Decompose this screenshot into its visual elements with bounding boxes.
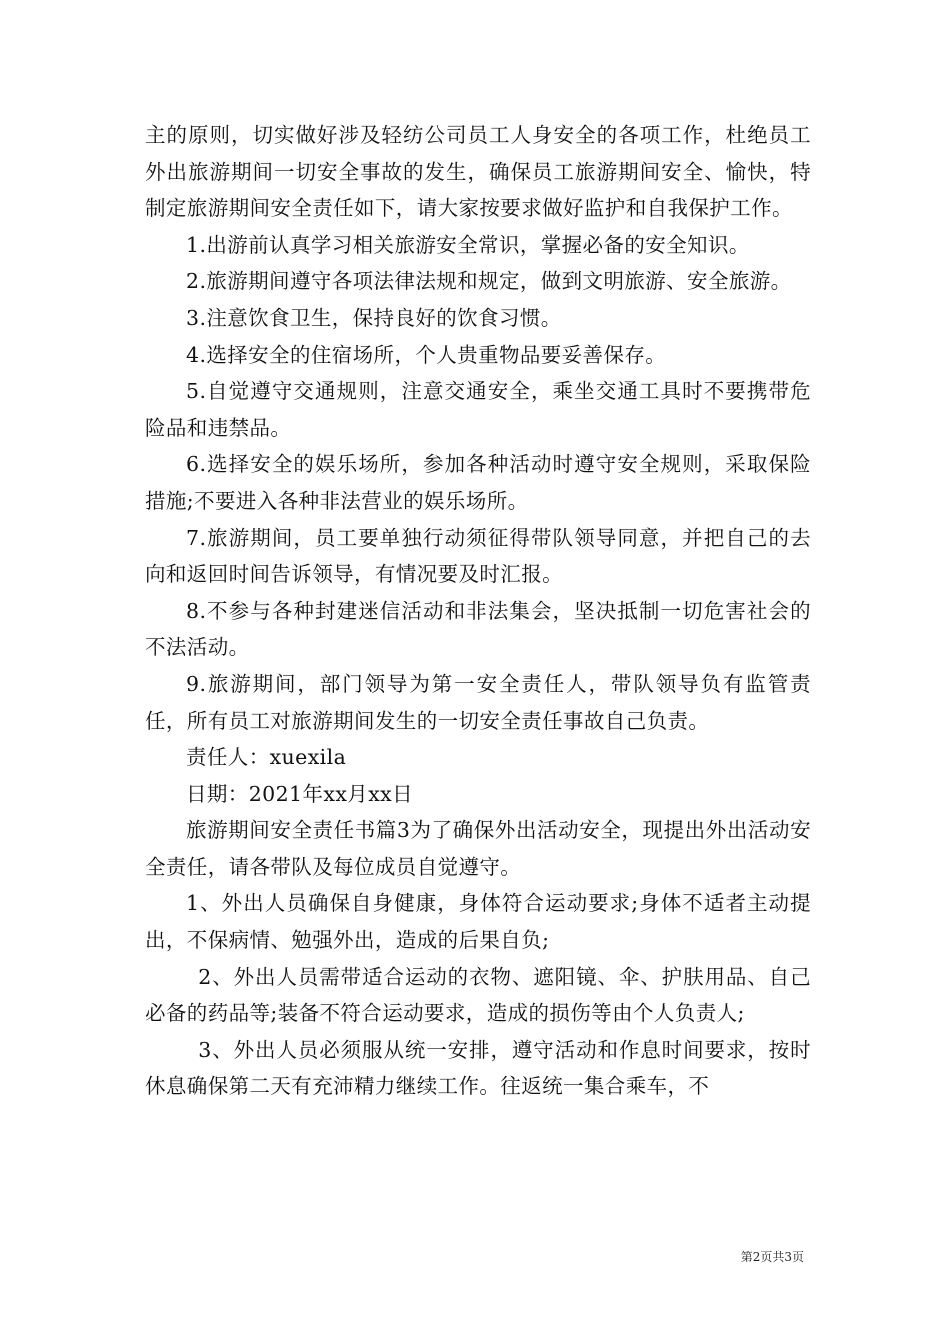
rule-item-2: 2.旅游期间遵守各项法律法规和规定，做到文明旅游、安全旅游。 (186, 269, 792, 294)
rule-item-6: 6.选择安全的娱乐场所，参加各种活动时遵守安全规则，采取保险措施;不要进入各种非法营业的娱乐场所。 (145, 452, 811, 513)
rule-item-1: 1.出游前认真学习相关旅游安全常识，掌握必备的安全知识。 (186, 232, 750, 257)
outing-rule-1: 1、外出人员确保自身健康，身体符合运动要求;身体不适者主动提出，不保病情、勉强外出，造成的后果自负; (145, 891, 811, 953)
page-number: 第2页共3页 (740, 1250, 804, 1264)
responsible-person: 责任人：xuexila (186, 745, 347, 770)
document-date: 日期：2021年xx月xx日 (186, 781, 414, 806)
document-body (145, 117, 811, 1105)
rule-item-7: 7.旅游期间，员工要单独行动须征得带队领导同意，并把自己的去向和返回时间告诉领导，有情况要及时汇报。 (145, 525, 811, 587)
outing-rule-3: 3、外出人员必须服从统一安排，遵守活动和作息时间要求，按时休息确保第二天有充沛精力继续工作。往返统一集合乘车，不 (145, 1037, 811, 1099)
rule-item-5: 5.自觉遵守交通规则，注意交通安全，乘坐交通工具时不要携带危险品和违禁品。 (145, 379, 811, 440)
rule-item-9: 9.旅游期间，部门领导为第一安全责任人，带队领导负有监管责任，所有员工对旅游期间发生的一切安全责任事故自己负责。 (145, 671, 811, 733)
paragraph-intro: 主的原则，切实做好涉及轻纺公司员工人身安全的各项工作，杜绝员工外出旅游期间一切安全事故的发生，确保员工旅游期间安全、愉快，特制定旅游期间安全责任如下，请大家按要求做好监护和自我保护工作。 (145, 123, 811, 221)
section-3-intro: 旅游期间安全责任书篇3为了确保外出活动安全，现提出外出活动安全责任，请各带队及每位成员自觉遵守。 (145, 818, 811, 879)
rule-item-8: 8.不参与各种封建迷信活动和非法集会，坚决抵制一切危害社会的不法活动。 (145, 598, 811, 660)
rule-item-3: 3.注意饮食卫生，保持良好的饮食习惯。 (186, 305, 562, 330)
rule-item-4: 4.选择安全的住宿场所，个人贵重物品要妥善保存。 (186, 342, 667, 367)
outing-rule-2: 2、外出人员需带适合运动的衣物、遮阳镜、伞、护肤用品、自己必备的药品等;装备不符合运动要求，造成的损伤等由个人负责人; (145, 964, 811, 1026)
